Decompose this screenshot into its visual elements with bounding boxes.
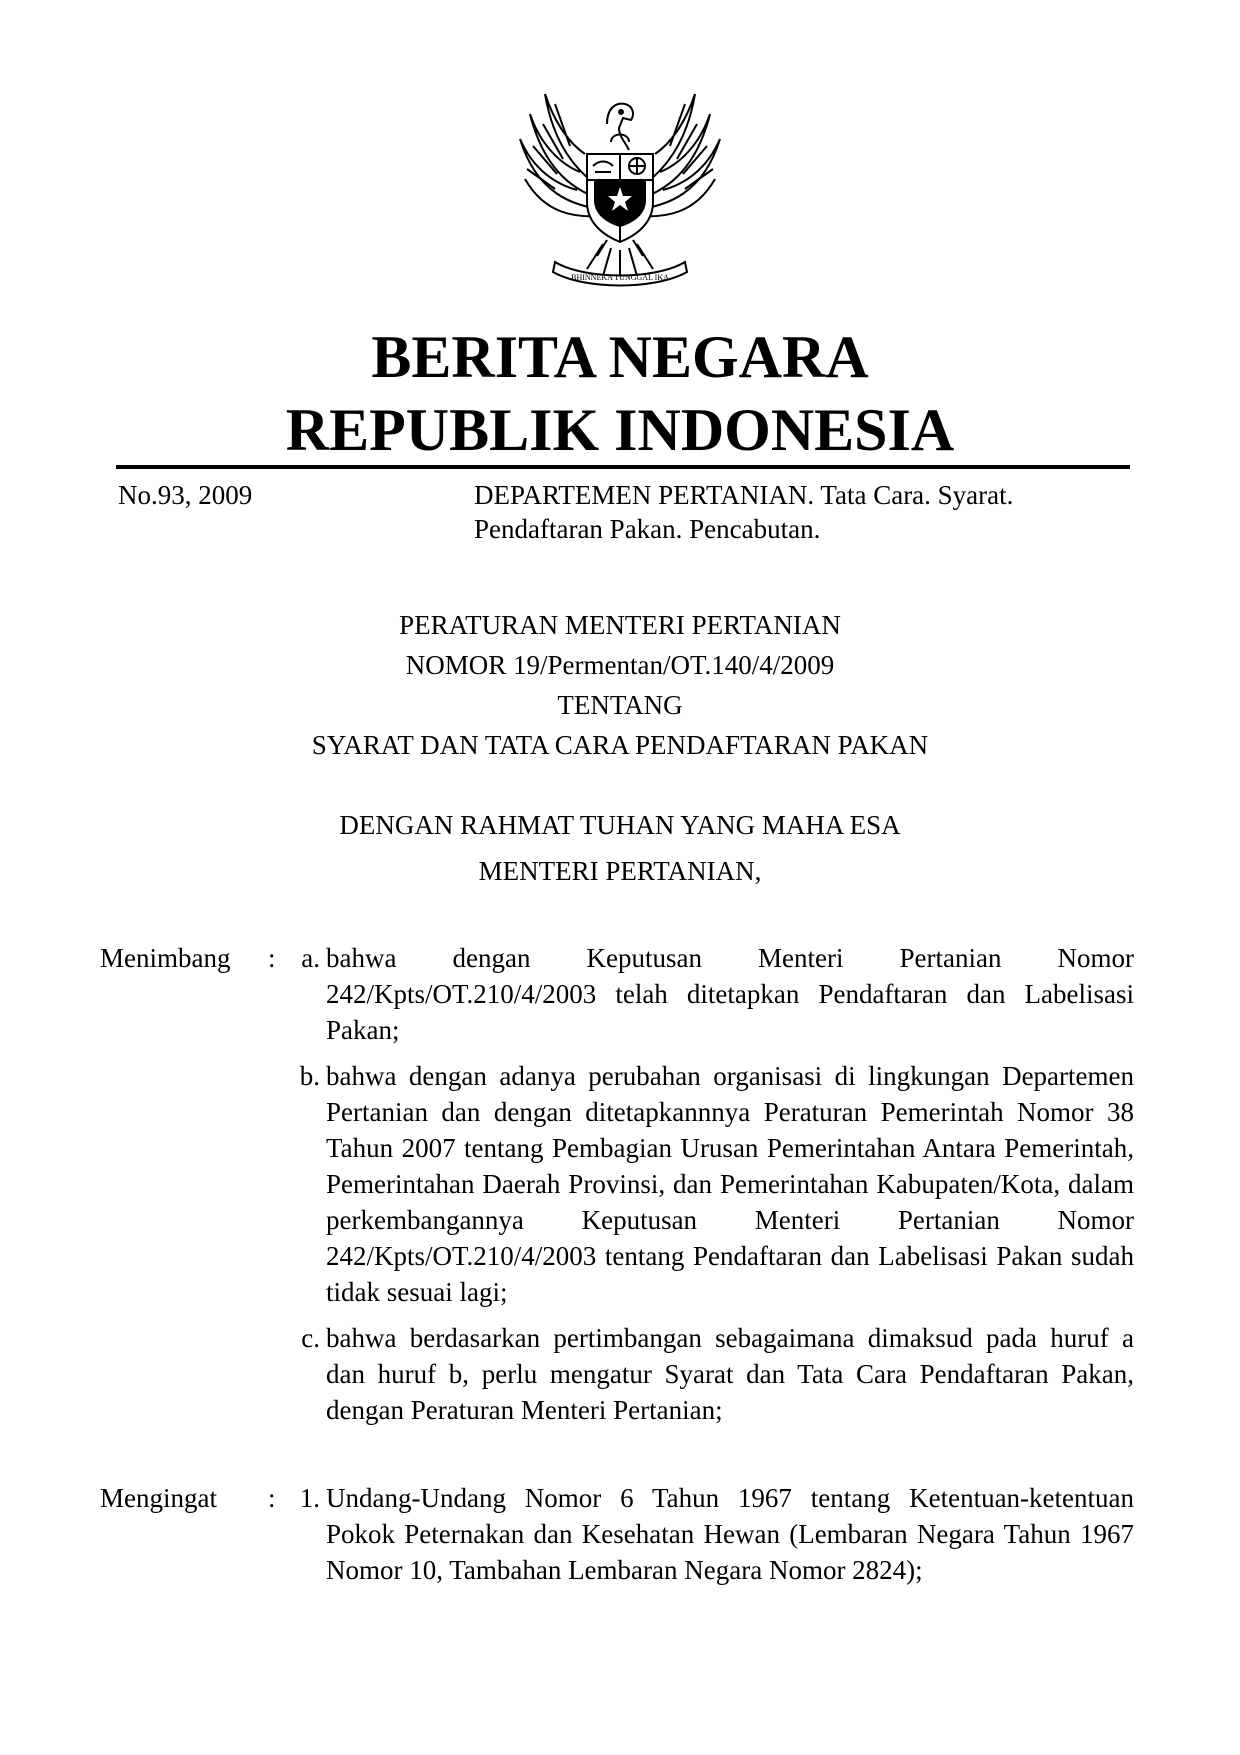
list-item-marker: 1. [299,1483,320,1513]
garuda-pancasila-emblem-icon [515,84,725,299]
list-item-marker: c. [301,1323,320,1353]
list-item [301,1320,1134,1428]
issue-number: No.93, 2009 [118,480,253,510]
list-item [299,1058,1134,1310]
issue-description-line: DEPARTEMEN PERTANIAN. Tata Cara. Syarat. [474,480,1014,510]
regulation-heading [0,605,1240,765]
section-label: Mengingat [100,1483,217,1513]
section-menimbang [100,940,1134,1428]
preamble [0,805,1240,891]
list-item-text: Undang-Undang Nomor 6 Tahun 1967 tentang Ketentuan-ketentuan Pokok Peternakan dan Kesehatan Hewan (Lembaran Negara Tahun 1967 Nomor 10, Tambahan Lembaran Negara Nomor 2824); [326,1483,1134,1585]
masthead-title: BERITA NEGARA [371,324,869,390]
regulation-number: NOMOR 19/Permentan/OT.140/4/2009 [405,650,835,680]
issue-description-line: Pendaftaran Pakan. Pencabutan. [474,514,821,544]
list-item [299,1480,1134,1588]
list-item-text: bahwa dengan Keputusan Menteri Pertanian Nomor 242/Kpts/OT.210/4/2003 telah ditetapkan Pendaftaran dan Labelisasi Pakan; [326,943,1134,1045]
section-label: Menimbang [100,943,231,973]
section-colon: : [268,943,276,973]
list-item-marker: a. [301,943,320,973]
emblem-motto: BHINNEKA TUNGGAL IKA [571,273,669,282]
section-colon: : [268,1483,276,1513]
list-item-marker: b. [299,1061,320,1091]
section-mengingat [100,1480,1134,1588]
list-item-text: bahwa berdasarkan pertimbangan sebagaimana dimaksud pada huruf a dan huruf b, perlu mengatur Syarat dan Tata Cara Pendaftaran Pakan, dengan Peraturan Menteri Pertanian; [326,1323,1134,1425]
masthead-divider [116,465,1130,469]
regulation-about: TENTANG [557,690,683,720]
preamble-invocation: DENGAN RAHMAT TUHAN YANG MAHA ESA [339,810,901,840]
masthead-subtitle: REPUBLIK INDONESIA [285,397,955,463]
regulation-type: PERATURAN MENTERI PERTANIAN [399,610,841,640]
list-item [301,940,1134,1048]
preamble-minister: MENTERI PERTANIAN, [478,856,762,886]
issue-description [474,478,1134,546]
list-item-text: bahwa dengan adanya perubahan organisasi di lingkungan Departemen Pertanian dan dengan ditetapkannnya Peraturan Pemerintah Nomor 38 Tahun 2007 tentang Pembagian Urusan Pemerintahan Antara Pemerintah, Pemerintahan Daerah Provinsi, dan Pemerintahan Kabupaten/Kota, dalam perkembangannya Keputusan Menteri Pertanian Nomor 242/Kpts/OT.210/4/2003 tentang Pendaftaran dan Labelisasi Pakan sudah tidak sesuai lagi; [326,1061,1134,1307]
regulation-subject: SYARAT DAN TATA CARA PENDAFTARAN PAKAN [311,730,929,760]
